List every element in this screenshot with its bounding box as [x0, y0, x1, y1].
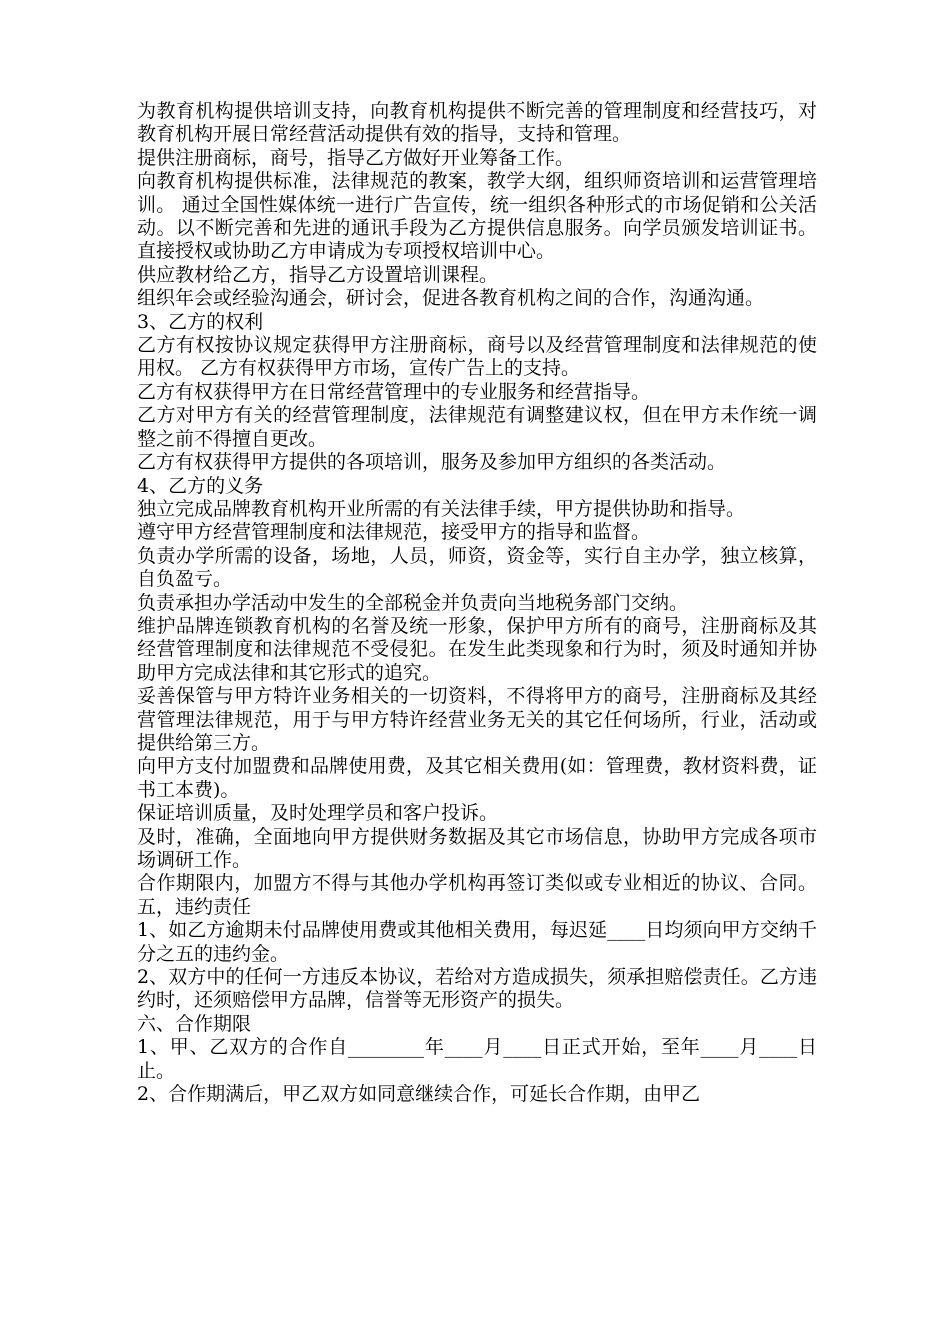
paragraph-2: 提供注册商标，商号，指导乙方做好开业筹备工作。 — [137, 146, 575, 169]
paragraph-21: 2、双方中的任何一方违反本协议，若给对方造成损失，须承担赔偿责任。乙方违约时，还须赔偿甲方品牌，信誉等无形资产的损失。 — [137, 966, 817, 1012]
paragraph-3: 向教育机构提供标准，法律规范的教案，教学大纲，组织师资培训和运营管理培训。 通过全国性媒体统一进行广告宣传，统一组织各种形式的市场促销和公关活动。以不断完善和先进的通讯手段为乙方提供信息服务。向学员颁发培训证书。直接授权或协助乙方申请成为专项授权培训中心。 — [137, 170, 817, 263]
paragraph-15: 妥善保管与甲方特许业务相关的一切资料，不得将甲方的商号，注册商标及其经营管理法律规范，用于与甲方特许经营业务无关的其它任何场所，行业，活动或提供给第三方。 — [137, 685, 817, 754]
paragraph-1: 为教育机构提供培训支持，向教育机构提供不断完善的管理制度和经营技巧，对教育机构开展日常经营活动提供有效的指导，支持和管理。 — [137, 100, 817, 146]
section-heading-term: 六、合作期限 — [137, 1012, 252, 1035]
section-heading-rights: 3、乙方的权利 — [137, 310, 264, 333]
paragraph-20: 1、如乙方逾期未付品牌使用费或其他相关费用，每迟延____日均须向甲方交纳千分之五的违约金。 — [137, 919, 817, 965]
paragraph-22: 1、甲、乙双方的合作自________年____月____日正式开始，至年____月____日止。 — [137, 1036, 817, 1082]
paragraph-17: 保证培训质量，及时处理学员和客户投诉。 — [137, 802, 499, 825]
paragraph-18: 及时，准确，全面地向甲方提供财务数据及其它市场信息，协助甲方完成各项市场调研工作。 — [137, 825, 817, 871]
paragraph-11: 遵守甲方经营管理制度和法律规范，接受甲方的指导和监督。 — [137, 521, 651, 544]
paragraph-5: 组织年会或经验沟通会，研讨会，促进各教育机构之间的合作，沟通沟通。 — [137, 287, 765, 310]
paragraph-19: 合作期限内，加盟方不得与其他办学机构再签订类似或专业相近的协议、合同。 五，违约责任 — [137, 872, 817, 918]
document-page — [137, 100, 817, 1106]
paragraph-14: 维护品牌连锁教育机构的名誉及统一形象，保护甲方所有的商号，注册商标及其经营管理制度和法律规范不受侵犯。在发生此类现象和行为时，须及时通知并协助甲方完成法律和其它形式的追究。 — [137, 614, 817, 684]
paragraph-7: 乙方有权获得甲方在日常经营管理中的专业服务和经营指导。 — [137, 380, 651, 403]
paragraph-16: 向甲方支付加盟费和品牌使用费，及其它相关费用(如：管理费，教材资料费，证书工本费)。 — [137, 755, 817, 801]
paragraph-10: 独立完成品牌教育机构开业所需的有关法律手续，甲方提供协助和指导。 — [137, 497, 746, 520]
paragraph-4: 供应教材给乙方，指导乙方设置培训课程。 — [137, 263, 499, 286]
paragraph-12: 负责办学所需的设备，场地，人员，师资，资金等，实行自主办学，独立核算，自负盈亏。 — [137, 544, 817, 591]
paragraph-8: 乙方对甲方有关的经营管理制度，法律规范有调整建议权，但在甲方未作统一调整之前不得擅自更改。 — [137, 404, 817, 450]
paragraph-9: 乙方有权获得甲方提供的各项培训，服务及参加甲方组织的各类活动。 — [137, 451, 727, 474]
paragraph-23: 2、合作期满后，甲乙双方如同意继续合作，可延长合作期，由甲乙 — [137, 1083, 701, 1106]
section-heading-obligations: 4、乙方的义务 — [137, 474, 264, 497]
paragraph-13: 负责承担办学活动中发生的全部税金并负责向当地税务部门交纳。 — [137, 591, 689, 614]
paragraph-6: 乙方有权按协议规定获得甲方注册商标，商号以及经营管理制度和法律规范的使用权。 乙方有权获得甲方市场，宣传广告上的支持。 — [137, 334, 817, 380]
